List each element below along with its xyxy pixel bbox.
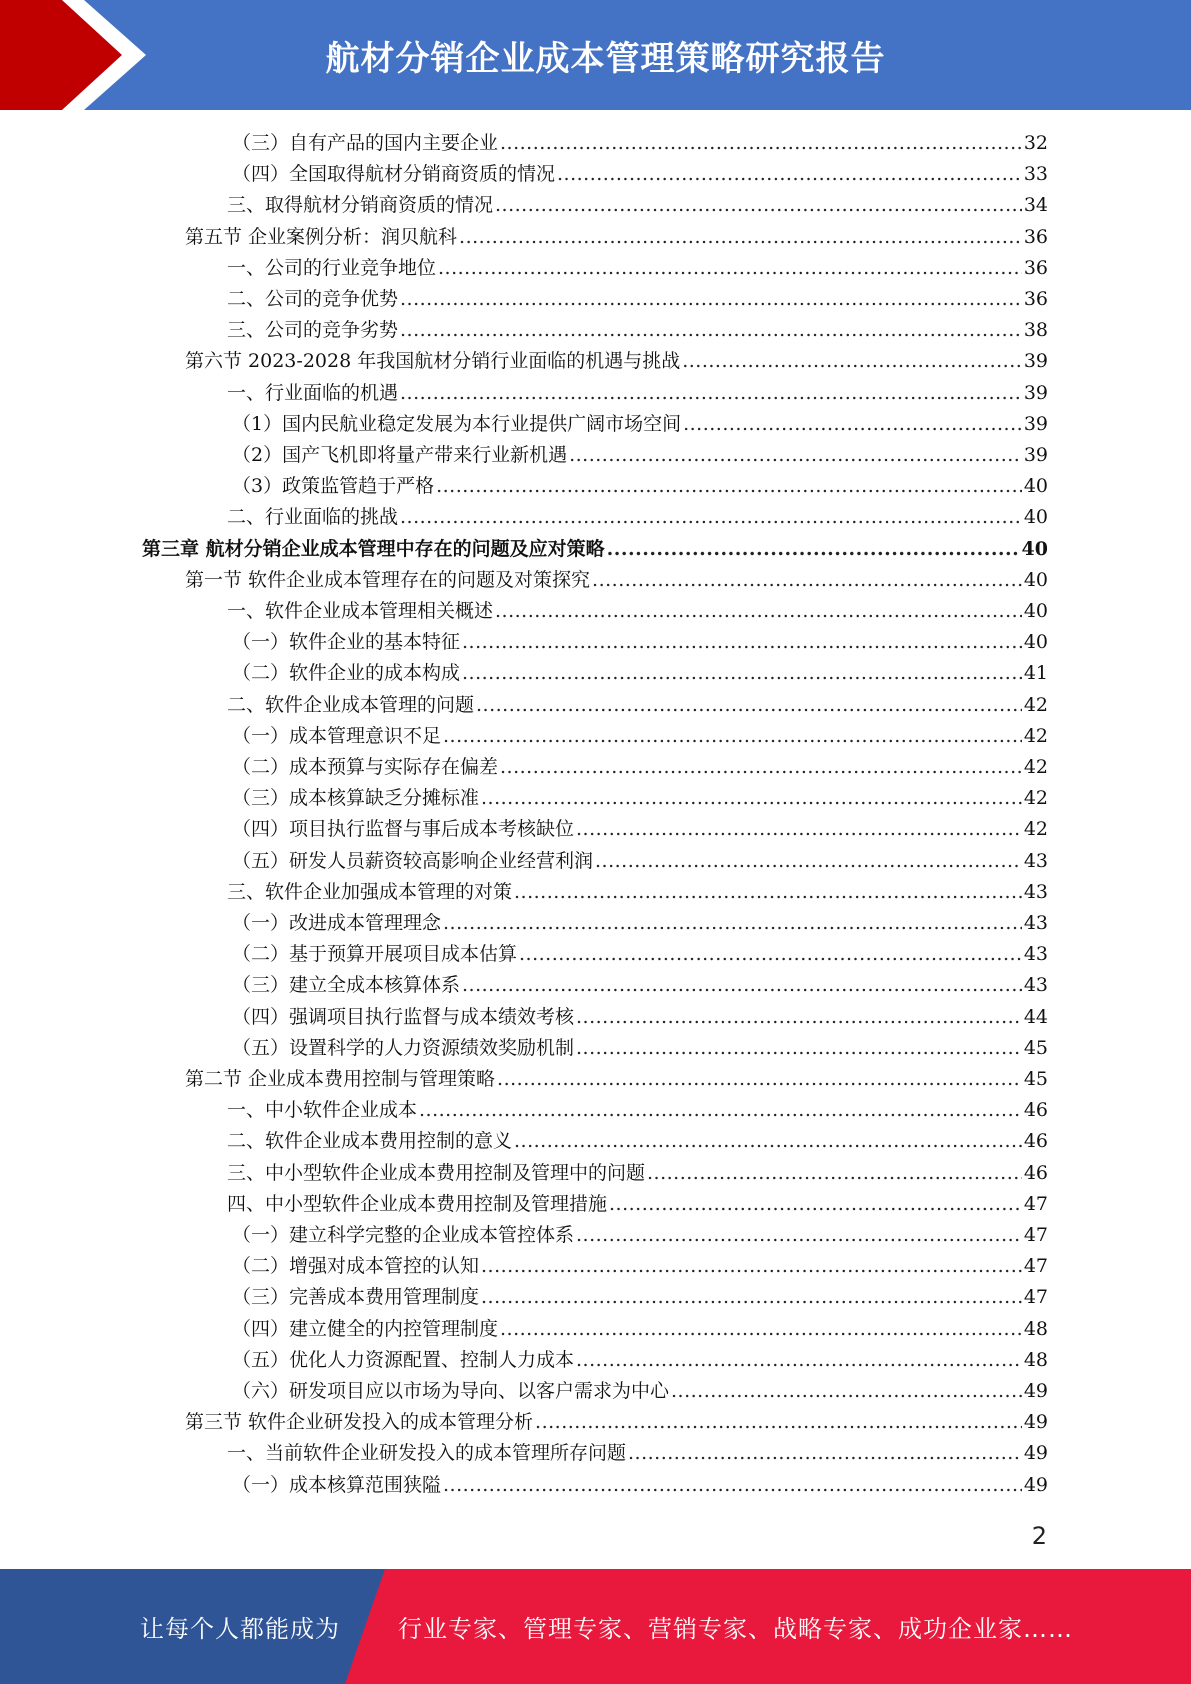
toc-entry-page: 43 [1023, 912, 1048, 934]
toc-dot-leader [514, 1130, 1022, 1152]
toc-entry[interactable] [227, 253, 1048, 284]
toc-dot-leader [609, 1193, 1022, 1215]
report-title: 航材分销企业成本管理策略研究报告 [325, 38, 886, 79]
toc-dot-leader [576, 1006, 1022, 1028]
footer-slogan-left: 让每个人都能成为 [140, 1615, 340, 1643]
toc-entry[interactable] [232, 939, 1048, 970]
toc-entry-title: （二）软件企业的成本构成 [232, 662, 461, 685]
toc-entry-page: 40 [1023, 475, 1048, 498]
toc-entry[interactable] [232, 752, 1048, 783]
toc-entry-title: 二、行业面临的挑战 [227, 506, 399, 529]
toc-entry-title: （五）设置科学的人力资源绩效奖励机制 [232, 1036, 575, 1059]
toc-entry-title: （四）建立健全的内控管理制度 [232, 1317, 499, 1340]
toc-entry-title: 第二节 企业成本费用控制与管理策略 [185, 1068, 496, 1090]
toc-entry-title: 第一节 软件企业成本管理存在的问题及对策探究 [185, 568, 591, 591]
toc-entry-title: （三）自有产品的国内主要企业 [232, 132, 499, 154]
toc-entry-title: （三）建立全成本核算体系 [232, 974, 461, 997]
toc-entry[interactable] [232, 1470, 1048, 1501]
toc-dot-leader [481, 1255, 1022, 1277]
toc-dot-leader [459, 226, 1022, 248]
toc-entry-page: 43 [1023, 974, 1048, 997]
toc-entry[interactable] [232, 627, 1048, 658]
toc-dot-leader [462, 974, 1022, 996]
toc-entry-title: （一）成本管理意识不足 [232, 724, 442, 747]
toc-entry-page: 40 [1023, 631, 1048, 654]
toc-entry-page: 45 [1023, 1068, 1048, 1090]
toc-dot-leader [400, 382, 1022, 404]
toc-entry-page: 49 [1023, 1411, 1048, 1434]
toc-dot-leader [436, 475, 1022, 497]
toc-dot-leader [481, 787, 1022, 809]
toc-entry-page: 33 [1023, 163, 1048, 186]
toc-entry-page: 43 [1023, 943, 1048, 966]
toc-dot-leader [481, 1286, 1022, 1308]
toc-entry[interactable] [185, 346, 1048, 377]
toc-entry-title: （四）项目执行监督与事后成本考核缺位 [232, 818, 575, 841]
toc-entry[interactable] [232, 1376, 1048, 1407]
toc-entry[interactable] [232, 409, 1048, 440]
toc-dot-leader [647, 1162, 1022, 1184]
toc-entry[interactable] [227, 284, 1048, 315]
toc-entry-page: 38 [1023, 319, 1048, 342]
toc-entry-page: 39 [1023, 444, 1048, 466]
toc-dot-leader [576, 1037, 1022, 1059]
toc-dot-leader [519, 943, 1022, 965]
toc-dot-leader [419, 1099, 1022, 1121]
toc-entry-title: （四）强调项目执行监督与成本绩效考核 [232, 1005, 575, 1028]
toc-dot-leader [495, 194, 1022, 216]
toc-dot-leader [497, 1068, 1022, 1090]
toc-entry-title: 二、软件企业成本费用控制的意义 [227, 1130, 513, 1153]
toc-entry[interactable] [232, 970, 1048, 1001]
toc-dot-leader [500, 756, 1022, 778]
toc-entry-title: 一、软件企业成本管理相关概述 [227, 600, 494, 622]
toc-entry-title: 三、中小型软件企业成本费用控制及管理中的问题 [227, 1161, 646, 1184]
toc-entry[interactable] [232, 721, 1048, 752]
toc-entry[interactable] [185, 565, 1048, 596]
toc-entry[interactable] [232, 1033, 1048, 1064]
toc-entry-page: 49 [1023, 1442, 1048, 1465]
toc-entry-title: （1）国内民航业稳定发展为本行业提供广阔市场空间 [232, 412, 682, 435]
toc-entry-page: 36 [1023, 288, 1048, 310]
toc-entry-title: （四）全国取得航材分销商资质的情况 [232, 163, 556, 186]
toc-entry-title: 第六节 2023-2028 年我国航材分销行业面临的机遇与挑战 [185, 350, 681, 373]
toc-entry[interactable] [232, 1314, 1048, 1345]
toc-entry-title: （三）成本核算缺乏分摊标准 [232, 787, 480, 810]
toc-entry-title: 第三章 航材分销企业成本管理中存在的问题及应对策略 [142, 537, 605, 560]
toc-entry[interactable] [232, 471, 1048, 502]
toc-dot-leader [557, 163, 1022, 185]
toc-entry[interactable] [227, 378, 1048, 409]
toc-entry[interactable] [232, 658, 1048, 689]
toc-entry-page: 39 [1023, 381, 1048, 404]
toc-dot-leader [443, 912, 1022, 934]
toc-entry[interactable] [227, 502, 1048, 533]
toc-entry[interactable] [232, 1220, 1048, 1251]
toc-entry[interactable] [185, 222, 1048, 253]
toc-entry-page: 39 [1023, 350, 1048, 373]
toc-entry-page: 40 [1023, 600, 1048, 622]
toc-entry-title: （五）优化人力资源配置、控制人力成本 [232, 1348, 575, 1371]
toc-entry-page: 40 [1023, 568, 1048, 591]
toc-entry-page: 46 [1023, 1161, 1048, 1184]
toc-dot-leader [569, 444, 1022, 466]
toc-entry-title: 一、中小软件企业成本 [227, 1099, 418, 1122]
toc-entry-page: 47 [1023, 1255, 1048, 1278]
toc-dot-leader [514, 881, 1022, 903]
toc-dot-leader [607, 538, 1020, 560]
toc-entry-page: 41 [1023, 662, 1048, 685]
toc-entry-title: （二）成本预算与实际存在偏差 [232, 756, 499, 778]
toc-entry-title: 二、公司的竞争优势 [227, 288, 399, 310]
toc-entry-page: 43 [1023, 849, 1048, 872]
toc-entry-title: （2）国产飞机即将量产带来行业新机遇 [232, 444, 568, 466]
toc-entry-page: 42 [1023, 756, 1048, 778]
footer-slogan-right: 行业专家、管理专家、营销专家、战略专家、成功企业家…… [398, 1615, 1073, 1643]
toc-entry-title: 一、公司的行业竞争地位 [227, 256, 437, 279]
toc-dot-leader [443, 725, 1022, 747]
toc-dot-leader [443, 1474, 1022, 1496]
toc-entry[interactable] [227, 315, 1048, 346]
toc-entry[interactable] [232, 814, 1048, 845]
toc-entry[interactable] [232, 1002, 1048, 1033]
toc-entry-page: 42 [1023, 818, 1048, 841]
toc-dot-leader [500, 132, 1022, 154]
page-header [0, 0, 1191, 110]
toc-dot-leader [595, 850, 1022, 872]
toc-entry[interactable] [232, 908, 1048, 939]
toc-dot-leader [682, 350, 1022, 372]
toc-entry[interactable] [185, 1407, 1048, 1438]
toc-dot-leader [400, 319, 1022, 341]
toc-entry-page: 44 [1023, 1005, 1048, 1028]
toc-entry-title: （一）成本核算范围狭隘 [232, 1473, 442, 1496]
toc-entry-title: 二、软件企业成本管理的问题 [227, 693, 475, 716]
toc-entry-title: （一）软件企业的基本特征 [232, 631, 461, 654]
toc-entry[interactable] [227, 190, 1048, 221]
toc-entry-page: 42 [1023, 787, 1048, 810]
toc-entry-page: 46 [1023, 1130, 1048, 1153]
toc-entry-title: （二）增强对成本管控的认知 [232, 1255, 480, 1278]
toc-entry-title: 三、软件企业加强成本管理的对策 [227, 880, 513, 903]
toc-entry-page: 36 [1023, 225, 1048, 248]
toc-entry[interactable] [232, 1251, 1048, 1282]
toc-entry-title: 一、当前软件企业研发投入的成本管理所存问题 [227, 1442, 627, 1465]
toc-entry[interactable] [227, 1095, 1048, 1126]
toc-entry[interactable] [185, 1064, 1048, 1095]
toc-entry-page: 40 [1023, 506, 1048, 529]
toc-dot-leader [683, 413, 1022, 435]
toc-entry-page: 49 [1023, 1473, 1048, 1496]
toc-entry[interactable] [232, 159, 1048, 190]
toc-dot-leader [438, 257, 1022, 279]
toc-entry[interactable] [232, 1345, 1048, 1376]
toc-entry-page: 46 [1023, 1099, 1048, 1122]
toc-dot-leader [576, 1349, 1022, 1371]
toc-entry-title: （三）完善成本费用管理制度 [232, 1286, 480, 1309]
toc-entry-page: 47 [1023, 1224, 1048, 1246]
toc-entry-page: 45 [1023, 1036, 1048, 1059]
toc-entry-page: 36 [1023, 256, 1048, 279]
toc-dot-leader [500, 1318, 1022, 1340]
toc-entry[interactable] [227, 690, 1048, 721]
toc-dot-leader [476, 694, 1022, 716]
toc-entry-title: 三、取得航材分销商资质的情况 [227, 194, 494, 217]
toc-entry[interactable] [227, 877, 1048, 908]
toc-entry-page: 47 [1023, 1286, 1048, 1309]
toc-entry-page: 42 [1023, 693, 1048, 716]
toc-entry[interactable] [227, 1158, 1048, 1189]
toc-entry[interactable] [227, 1189, 1048, 1220]
toc-dot-leader [576, 1224, 1022, 1246]
toc-entry-page: 39 [1023, 412, 1048, 435]
toc-entry-title: 三、公司的竞争劣势 [227, 319, 399, 342]
toc-entry-title: （五）研发人员薪资较高影响企业经营利润 [232, 849, 594, 872]
toc-entry-page: 42 [1023, 724, 1048, 747]
toc-entry-title: （一）改进成本管理理念 [232, 912, 442, 934]
toc-entry[interactable] [232, 783, 1048, 814]
page-footer [0, 1569, 1191, 1684]
toc-entry-page: 40 [1021, 537, 1048, 560]
toc-entry-page: 34 [1023, 194, 1048, 217]
toc-entry-page: 47 [1023, 1192, 1048, 1215]
toc-dot-leader [628, 1442, 1022, 1464]
toc-entry-title: （二）基于预算开展项目成本估算 [232, 943, 518, 966]
toc-dot-leader [576, 818, 1022, 840]
toc-dot-leader [400, 288, 1022, 310]
toc-dot-leader [400, 506, 1022, 528]
toc-entry[interactable] [232, 846, 1048, 877]
toc-entry[interactable] [232, 440, 1048, 471]
toc-entry-page: 43 [1023, 880, 1048, 903]
toc-entry[interactable] [227, 1126, 1048, 1157]
toc-dot-leader [535, 1411, 1022, 1433]
toc-entry[interactable] [227, 1438, 1048, 1469]
toc-entry-page: 48 [1023, 1317, 1048, 1340]
toc-entry-page: 48 [1023, 1348, 1048, 1371]
toc-entry-title: 第五节 企业案例分析：润贝航科 [185, 225, 458, 248]
toc-entry-title: 一、行业面临的机遇 [227, 381, 399, 404]
toc-entry[interactable] [232, 128, 1048, 159]
toc-entry-title: （六）研发项目应以市场为导向、以客户需求为中心 [232, 1380, 670, 1402]
toc-entry[interactable] [232, 1282, 1048, 1313]
toc-entry[interactable] [227, 596, 1048, 627]
toc-dot-leader [592, 569, 1022, 591]
toc-dot-leader [671, 1380, 1022, 1402]
toc-dot-leader [495, 600, 1022, 622]
page-number: 2 [1031, 1522, 1047, 1550]
toc-dot-leader [462, 662, 1022, 684]
toc-dot-leader [462, 631, 1022, 653]
toc-entry-title: 第三节 软件企业研发投入的成本管理分析 [185, 1411, 534, 1434]
toc-entry[interactable] [142, 534, 1048, 565]
toc-entry-page: 32 [1023, 132, 1048, 154]
toc-entry-page: 49 [1023, 1380, 1048, 1402]
toc-entry-title: （一）建立科学完整的企业成本管控体系 [232, 1224, 575, 1246]
toc-entry-title: （3）政策监管趋于严格 [232, 475, 435, 498]
toc-entry-title: 四、中小型软件企业成本费用控制及管理措施 [227, 1192, 608, 1215]
